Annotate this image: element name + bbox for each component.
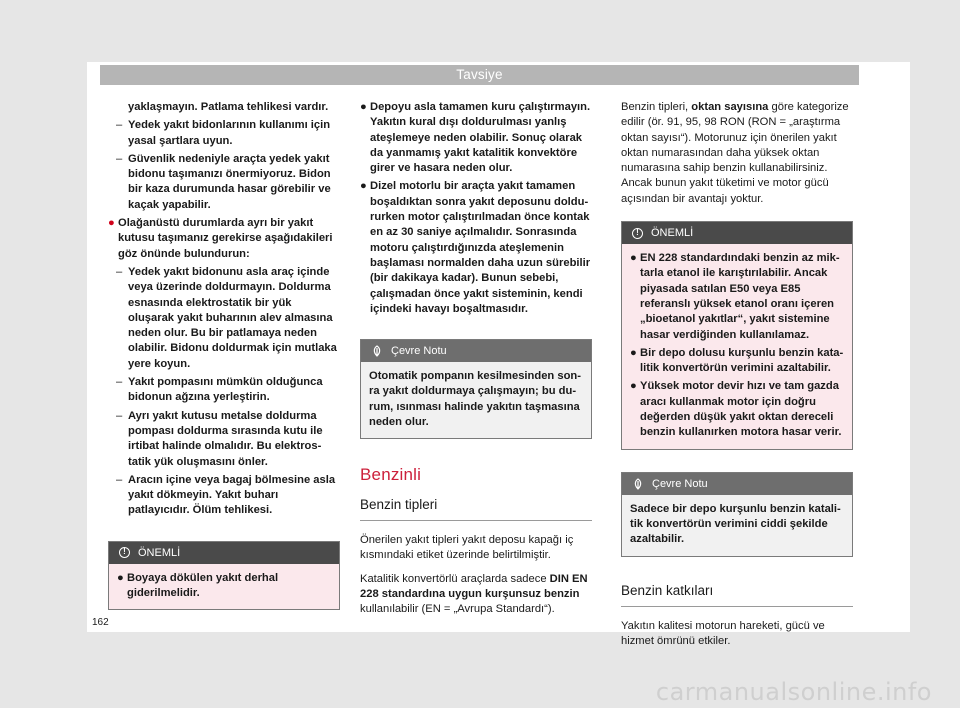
bullet-icon: ● [360, 101, 367, 113]
dash-marker: – [116, 265, 123, 278]
dash-marker: – [116, 152, 123, 165]
environment-note-box [621, 472, 853, 557]
warning-box-header: ! ÖNEMLİ [109, 542, 339, 564]
watermark: carmanualsonline.info [655, 678, 932, 706]
list-item: – Yedek yakıt bidonunu asla araç içinde veya üzerinde doldurmayın. Doldurma esnasında elektrostatik bir yük oluşarak yakıt buharının alev almasına neden olur. Bu bir patlamaya neden olabilir. Bidonu doldurmak için mutlaka yere koyun. [116, 265, 337, 370]
environment-note-header: Çevre Notu [622, 473, 852, 495]
list-item: ● Boyaya dökülen yakıt derhal giderilmelidir. [117, 571, 279, 600]
list-item: ● Olağanüstü durumlarda ayrı bir yakıt kutusu taşımanız gerekirse aşağıdakileri göz önünde bulundurun: [108, 217, 333, 260]
paragraph: Katalitik konvertörlü araçlarda sadece DIN EN 228 standardına uygun kurşunsuz benzin kullanılabilir (EN = „Avrupa Standardı“). [360, 572, 588, 616]
list-item: – Ayrı yakıt kutusu metalse doldurma pompası doldurma sırasında kutu ile irtibat halinde olmalıdır. Bu elektrostatik yük oluşmasını önler. [116, 409, 323, 468]
leaf-icon [632, 478, 644, 490]
warning-box [108, 541, 340, 611]
list-item: ● Bir depo dolusu kurşunlu benzin katalitik konvertörün verimini azaltabilir. [630, 346, 844, 375]
column-2 [360, 100, 592, 625]
paragraph: Yakıtın kalitesi motorun hareketi, gücü ve hizmet ömrünü etkiler. [621, 619, 825, 648]
warning-box-header: ! ÖNEMLİ [622, 222, 852, 244]
warning-icon: ! [632, 228, 643, 239]
list-item: – Yakıt pompasını mümkün olduğunca bidonun ağzına yerleştirin. [116, 376, 323, 404]
dash-marker: – [116, 473, 123, 486]
section-title: Benzinli [360, 465, 422, 485]
subsection-title: Benzin tipleri [360, 497, 592, 521]
list-item: ● Depoyu asla tamamen kuru çalıştırmayın. Yakıtın kural dışı doldurulması yanlış ateşlemeye neden olabilir. Sonuç olarak da yanmamış yakıt katalitik konvektöre girer ve hasara neden olur. [360, 101, 591, 175]
warning-box [621, 221, 853, 450]
leaf-icon [371, 345, 383, 357]
paragraph: Benzin tipleri, oktan sayısına göre kategorize edilir (ör. 91, 95, 98 RON (RON = „araştırma oktan sayısı“). Motorunuz için önerilen yakıt oktan numarasından daha yüksek oktan numarasına sahip benzin kullanabilirsiniz. Ancak bunun yakıt tüketimi ve motor gücü açısından bir avantajı yoktur. [621, 101, 849, 205]
header-band [100, 65, 859, 85]
warning-box-body [622, 244, 852, 449]
warning-box-body [109, 564, 339, 610]
environment-note-box [360, 339, 592, 439]
list-item: ● Yüksek motor devir hızı ve tam gazda aracı kullanmak motor için doğru değerden düşük yakıt oktan dereceli benzin kullanırken motora hasar verir. [630, 380, 842, 439]
list-item: ● Dizel motorlu bir araçta yakıt tamamen boşaldıktan sonra yakıt deposunu doldururken motor çalıştırılmadan önce kontak en az 30 saniye açılmalıdır. Sonrasında motoru çalıştırdığınızda ateşlemenin başlaması normalden daha uzun sürebilir (bir dakikaya kadar). Bunun sebebi, çalışmadan önce yakıt sisteminin, kendi içindeki havayı boşaltmasıdır. [360, 180, 591, 315]
bullet-icon: ● [360, 180, 367, 193]
column-1 [108, 100, 340, 610]
dash-marker: – [116, 376, 123, 389]
bullet-icon: ● [630, 380, 637, 393]
list-item: – Aracın içine veya bagaj bölmesine asla yakıt dökmeyin. Yakıt buharı patlayıcıdır. Ölüm tehlikesi. [116, 473, 336, 517]
bullet-icon: ● [108, 217, 115, 230]
warning-icon: ! [119, 547, 130, 558]
paragraph: Önerilen yakıt tipleri yakıt deposu kapağı iç kısmındaki etiket üzerinde belirtilmiştir. [360, 533, 574, 562]
bullet-icon: ● [630, 252, 637, 265]
bullet-icon: ● [630, 346, 637, 359]
list-item: – Güvenlik nedeniyle araçta yedek yakıt bidonu taşımanızı önermiyoruz. Bidon bir kaza durumunda hasar görebilir ve kaçak yapabilir. [116, 152, 331, 211]
subsection-title: Benzin katkıları [621, 583, 853, 607]
page-number: 162 [92, 617, 109, 628]
environment-note-header: Çevre Notu [361, 340, 591, 362]
environment-note-body: Sadece bir depo kurşunlu benzin katalitik konvertörün verimini ciddi şekilde azaltabilir. [622, 495, 852, 556]
list-item: yaklaşmayın. Patlama tehlikesi vardır. [128, 101, 329, 113]
list-item: ● EN 228 standardındaki benzin az miktarla etanol ile karıştırılabilir. Ancak piyasada satılan E50 veya E85 referanslı yüksek etanol oranı içeren „bioetanol yakıtlar“, yakıt sistemine hasar verdiğinden kullanılamaz. [630, 252, 840, 341]
column-3 [621, 100, 853, 657]
header-title: Tavsiye [456, 67, 503, 82]
list-item: – Yedek yakıt bidonlarının kullanımı için yasal şartlara uyun. [116, 119, 331, 147]
dash-marker: – [116, 119, 123, 132]
environment-note-body: Otomatik pompanın kesilmesinden sonra yakıt doldurmaya çalışmayın; bu durum, ısınması halinde yakıtın taşmasına neden olur. [361, 362, 591, 438]
bullet-icon: ● [117, 571, 124, 584]
dash-marker: – [116, 409, 123, 422]
